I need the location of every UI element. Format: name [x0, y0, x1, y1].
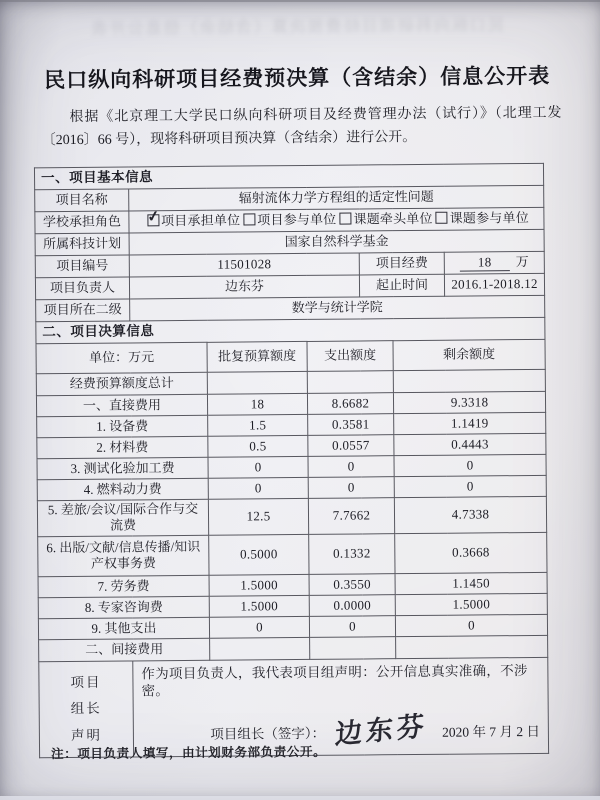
spent-cell: 0	[309, 615, 395, 637]
budget-cell	[210, 637, 310, 660]
row-label: 9. 其他支出	[38, 617, 209, 639]
period-label: 起止时间	[359, 274, 444, 297]
budget-cell: 1.5000	[209, 595, 309, 617]
row-label: 5. 差旅/会议/国际合作与交流费	[37, 499, 208, 536]
spent-cell: 0	[308, 476, 394, 498]
department-label: 项目所在二级	[36, 299, 130, 322]
project-funding-value	[444, 251, 544, 274]
spent-cell: 0.3550	[309, 573, 395, 595]
column-header-remain: 剩余额度	[393, 339, 545, 370]
sign-date: 2020 年 7 月 2 日	[442, 723, 541, 740]
checkbox-icon	[436, 212, 448, 224]
checkbox-icon	[243, 214, 255, 226]
row-label: 1. 设备费	[37, 415, 208, 437]
remain-cell: 0	[395, 614, 547, 636]
project-number-value: 11501028	[129, 253, 359, 277]
section1-header: 一、项目基本信息	[34, 163, 543, 189]
budget-cell: 0	[208, 477, 308, 499]
budget-cell: 0.5000	[209, 534, 309, 575]
sign-label: 项目组长（签字）：	[210, 725, 326, 742]
row-label: 4. 燃料动力费	[37, 478, 208, 500]
spent-cell: 0.0000	[309, 594, 395, 616]
period-value: 2016.1-2018.12	[444, 273, 544, 296]
row-label: 8. 专家咨询费	[38, 596, 209, 618]
project-name-value: 辐射流体力学方程组的适定性问题	[129, 185, 544, 211]
row-label: 7. 劳务费	[38, 575, 209, 597]
spent-cell	[307, 370, 393, 393]
remain-cell: 1.5000	[395, 593, 547, 615]
page-title: 民口纵向科研项目经费预决算（含结余）信息公开表	[44, 63, 551, 93]
section2-header: 二、项目决算信息	[36, 317, 545, 343]
project-number-label: 项目编号	[35, 255, 129, 278]
budget-cell: 12.5	[208, 498, 308, 535]
declaration-label-line: 组长	[70, 701, 102, 717]
disclosure-table	[34, 163, 549, 759]
spent-cell: 0	[308, 455, 394, 477]
role-option-label: 课题牵头单位	[353, 211, 433, 227]
budget-cell: 1.5000	[209, 574, 309, 596]
declaration-label-line: 声明	[70, 727, 102, 743]
row-label: 经费预算额度总计	[36, 372, 207, 395]
project-name-label: 项目名称	[35, 189, 129, 212]
spent-cell: 8.6682	[307, 392, 393, 414]
budget-cell: 0	[209, 616, 309, 638]
project-funding-label: 项目经费	[359, 252, 444, 275]
bleed-through-ghost-text: 民口纵向科研项目经费预决算（含结余）信息公开表	[89, 17, 504, 38]
remain-cell	[393, 369, 545, 392]
remain-cell	[396, 635, 548, 658]
budget-cell: 1.5	[208, 414, 308, 436]
remain-cell: 4.7338	[394, 496, 546, 533]
declaration-statement: 作为项目负责人，我代表项目组声明：公开信息真实准确，不涉密。	[141, 662, 528, 699]
budget-cell: 0.5	[208, 435, 308, 457]
remain-cell: 9.3318	[393, 391, 545, 413]
declaration-label-line: 项目	[70, 674, 102, 691]
budget-row-publication	[38, 532, 547, 576]
spent-cell: 0.3581	[308, 413, 394, 435]
budget-cell: 18	[207, 393, 307, 415]
spent-cell	[310, 636, 396, 659]
school-role-label: 学校承担角色	[35, 211, 129, 234]
intro-paragraph: 根据《北京理工大学民口纵向科研项目及经费管理办法（试行）》（北理工发〔2016〕66 号），现将科研项目预决算（含结余）进行公开。	[41, 105, 562, 149]
row-label: 3. 测试化验加工费	[37, 457, 208, 479]
remain-cell: 1.1450	[395, 572, 547, 594]
funding-amount: 18	[460, 254, 510, 272]
row-label: 2. 材料费	[37, 436, 208, 458]
row-label: 二、间接费用	[39, 638, 210, 661]
project-leader-value: 边东芬	[129, 275, 359, 299]
department-value: 数学与统计学院	[130, 295, 545, 321]
budget-cell	[207, 371, 307, 394]
role-option-label: 项目参与单位	[257, 211, 337, 228]
science-plan-value: 国家自然科学基金	[129, 229, 544, 255]
row-label: 一、直接费用	[36, 394, 207, 416]
remain-cell: 0	[394, 475, 546, 497]
role-option-label: 课题参与单位	[449, 210, 529, 226]
unit-header: 单位：万元	[36, 342, 207, 373]
checkbox-checked-icon	[147, 214, 159, 226]
checkbox-icon	[339, 213, 351, 225]
column-header-spent: 支出额度	[307, 340, 393, 371]
spent-cell: 0.0557	[308, 434, 394, 456]
science-plan-label: 所属科技计划	[35, 233, 129, 256]
handwritten-signature: 边东芬	[334, 710, 429, 750]
remain-cell: 0.3668	[395, 532, 547, 573]
project-leader-label: 项目负责人	[35, 277, 129, 300]
remain-cell: 1.1419	[394, 412, 546, 434]
remain-cell: 0.4443	[394, 433, 546, 455]
spent-cell: 7.7662	[308, 497, 394, 534]
budget-table-header-row	[36, 339, 545, 373]
budget-cell: 0	[208, 456, 308, 478]
column-header-budget: 批复预算额度	[207, 341, 307, 372]
budget-row-travel	[37, 496, 546, 536]
footnote: 注：项目负责人填写，由计划财务部负责公开。	[51, 744, 327, 762]
spent-cell: 0.1332	[309, 533, 395, 574]
funding-unit: 万	[515, 253, 530, 269]
role-option-label: 项目承担单位	[161, 212, 241, 229]
remain-cell: 0	[394, 454, 546, 476]
row-label: 6. 出版/文献/信息传播/知识产权事务费	[38, 535, 209, 576]
